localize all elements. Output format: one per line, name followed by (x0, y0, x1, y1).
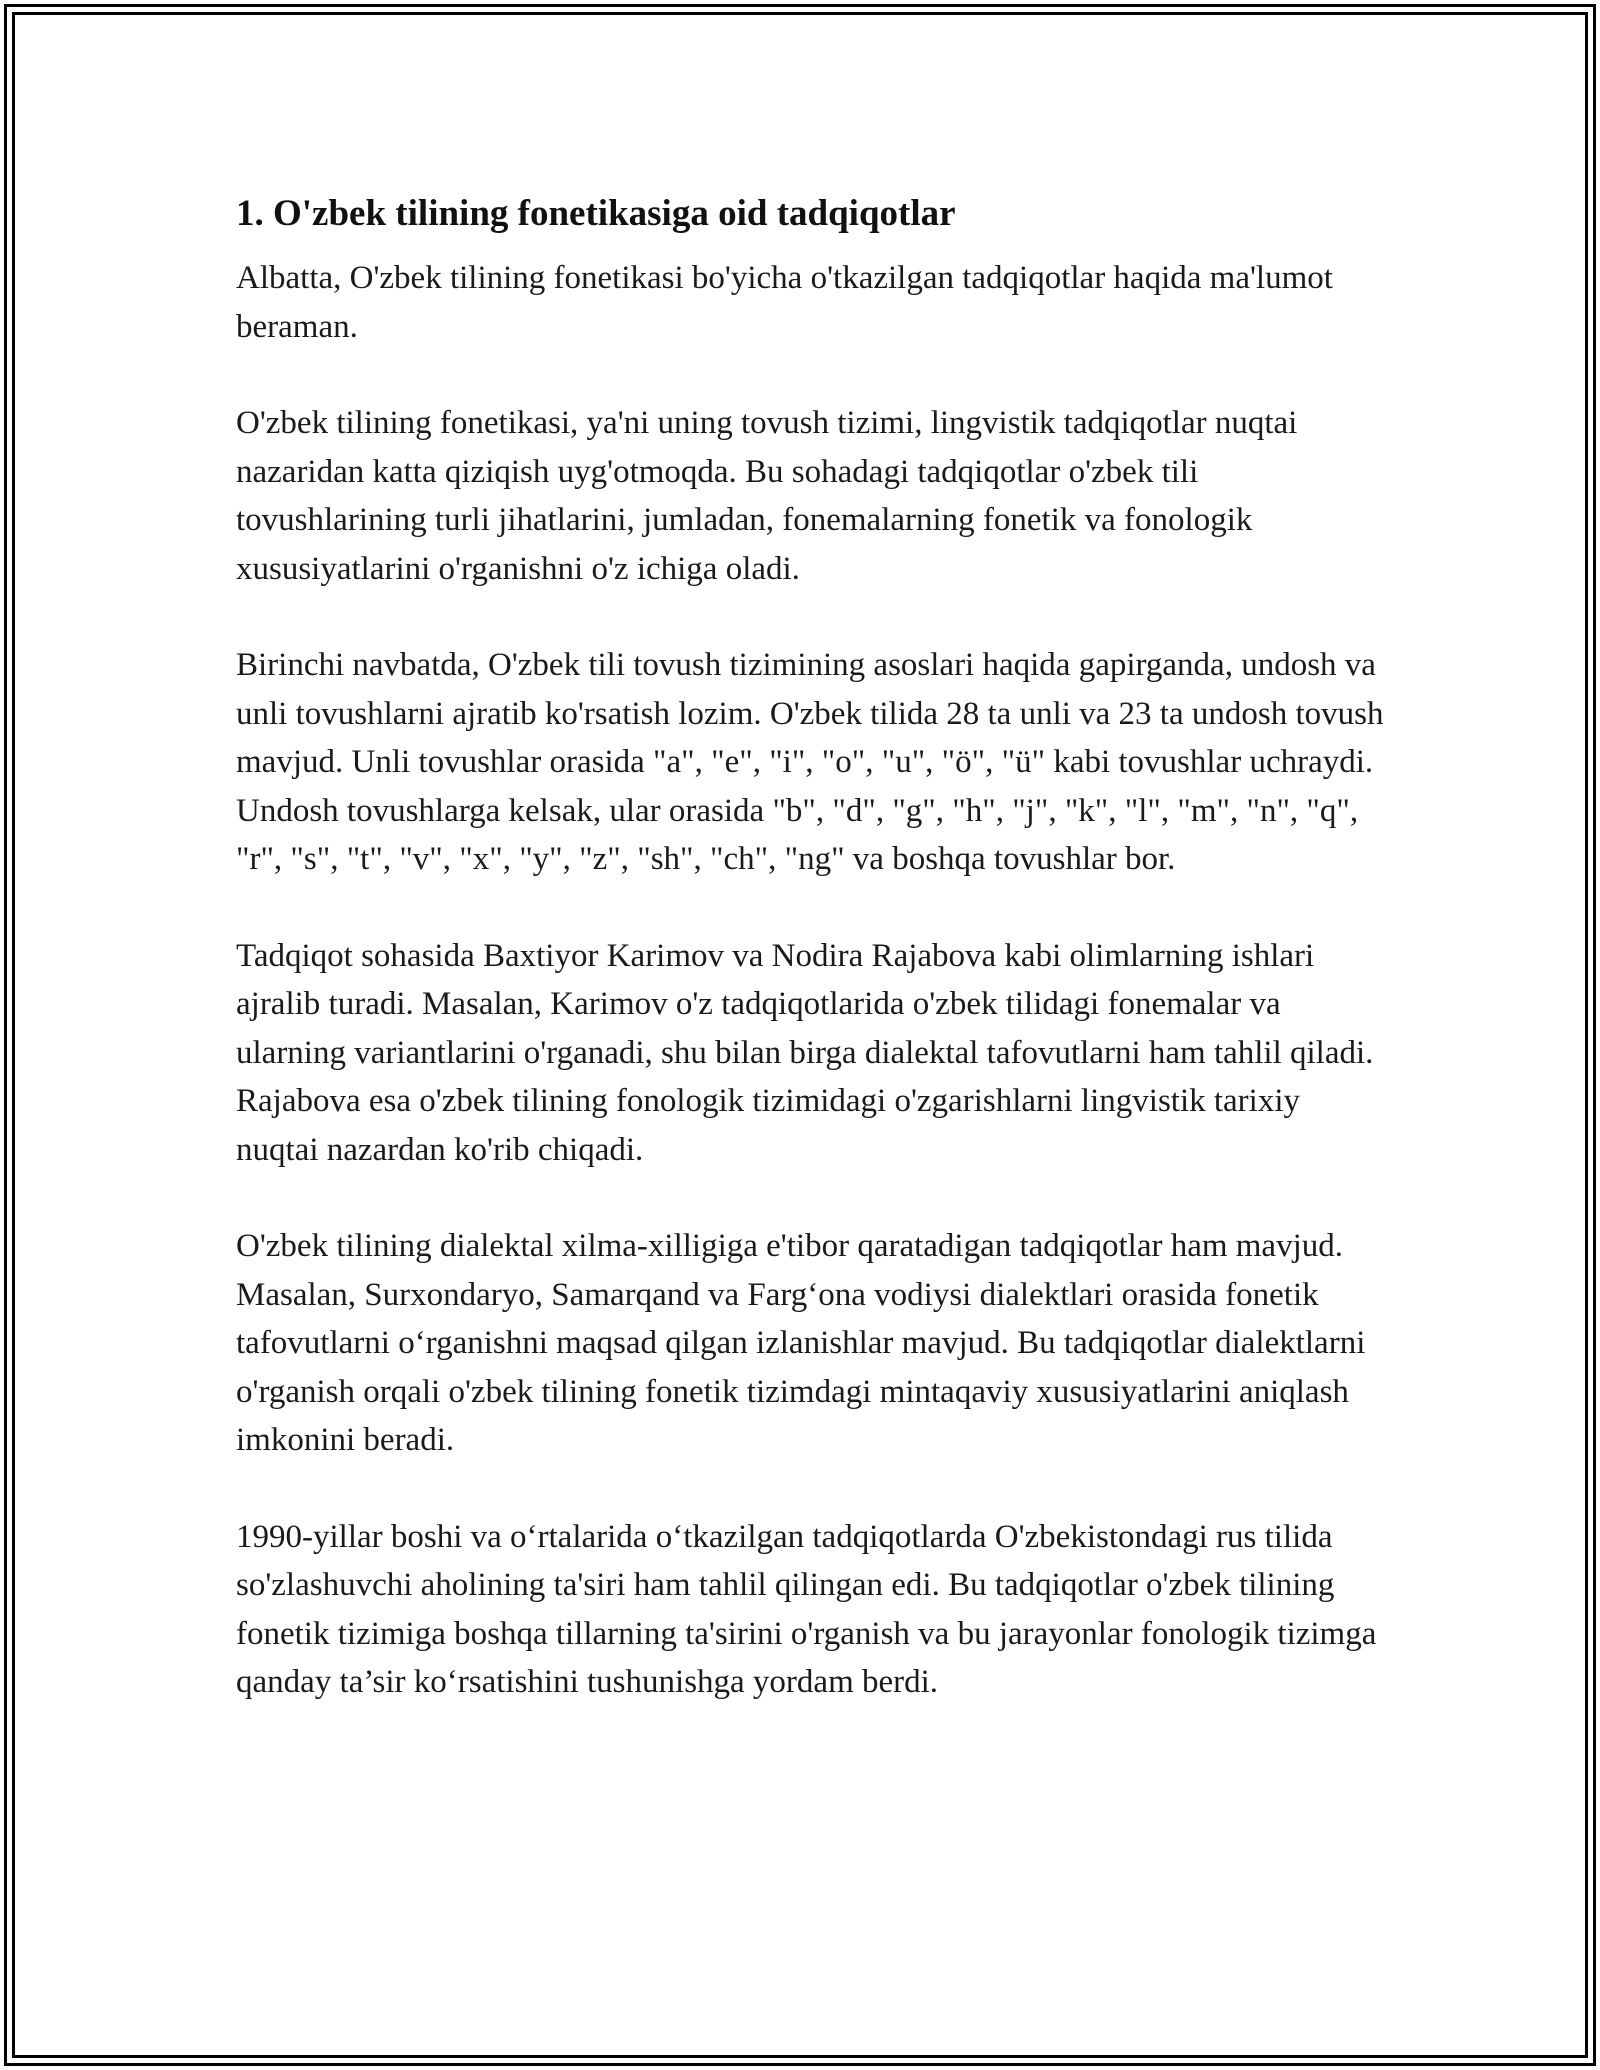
document-title: 1. O'zbek tilining fonetikasiga oid tadqiqotlar (236, 193, 956, 234)
paragraph-researchers: Tadqiqot sohasida Baxtiyor Karimov va Nodira Rajabova kabi olimlarning ishlari ajralib turadi. Masalan, Karimov o'z tadqiqotlarida o'zbek tilidagi fonemalar va ularning variantlarini o'rganadi, shu bilan birga dialektal tafovutlarni ham tahlil qiladi. Rajabova esa o'zbek tilining fonologik tizimidagi o'zgarishlarni lingvistik tarixiy nuqtai nazardan ko'rib chiqadi. (236, 937, 1374, 1168)
document-body (236, 186, 1386, 1755)
paragraph-sound-system: Birinchi navbatda, O'zbek tili tovush tizimining asoslari haqida gapirganda, undosh va unli tovushlarni ajratib ko'rsatish lozim. O'zbek tilida 28 ta unli va 23 ta undosh tovush mavjud. Unli tovushlar orasida "a", "e", "i", "o", "u", "ö", "ü" kabi tovushlar uchraydi. Undosh tovushlarga kelsak, ular orasida "b", "d", "g", "h", "j", "k", "l", "m", "n", "q", "r", "s", "t", "v", "x", "y", "z", "sh", "ch", "ng" va boshqa tovushlar bor. (236, 647, 1384, 877)
paragraph-intro: Albatta, O'zbek tilining fonetikasi bo'yicha o'tkazilgan tadqiqotlar haqida ma'lumot beraman. (236, 260, 1333, 345)
paragraph-dialects: O'zbek tilining dialektal xilma-xilligiga e'tibor qaratadigan tadqiqotlar ham mavjud. Masalan, Surxondaryo, Samarqand va Farg‘ona vodiysi dialektlari orasida fonetik tafovutlarni o‘rganishni maqsad qilgan izlanishlar mavjud. Bu tadqiqotlar dialektlarni o'rganish orqali o'zbek tilining fonetik tizimdagi mintaqaviy xususiyatlarini aniqlash imkonini beradi. (236, 1228, 1366, 1458)
paragraph-phonetics-overview: O'zbek tilining fonetikasi, ya'ni uning tovush tizimi, lingvistik tadqiqotlar nuqtai nazaridan katta qiziqish uyg'otmoqda. Bu sohadagi tadqiqotlar o'zbek tili tovushlarining turli jihatlarini, jumladan, fonemalarning fonetik va fonologik xususiyatlarini o'rganishni o'z ichiga oladi. (236, 405, 1298, 587)
paragraph-1990s-research: 1990-yillar boshi va o‘rtalarida o‘tkazilgan tadqiqotlarda O'zbekistondagi rus tilida so'zlashuvchi aholining ta'siri ham tahlil qilingan edi. Bu tadqiqotlar o'zbek tilining fonetik tizimiga boshqa tillarning ta'sirini o'rganish va bu jarayonlar fonologik tizimga qanday ta’sir ko‘rsatishini tushunishga yordam berdi. (236, 1518, 1377, 1700)
